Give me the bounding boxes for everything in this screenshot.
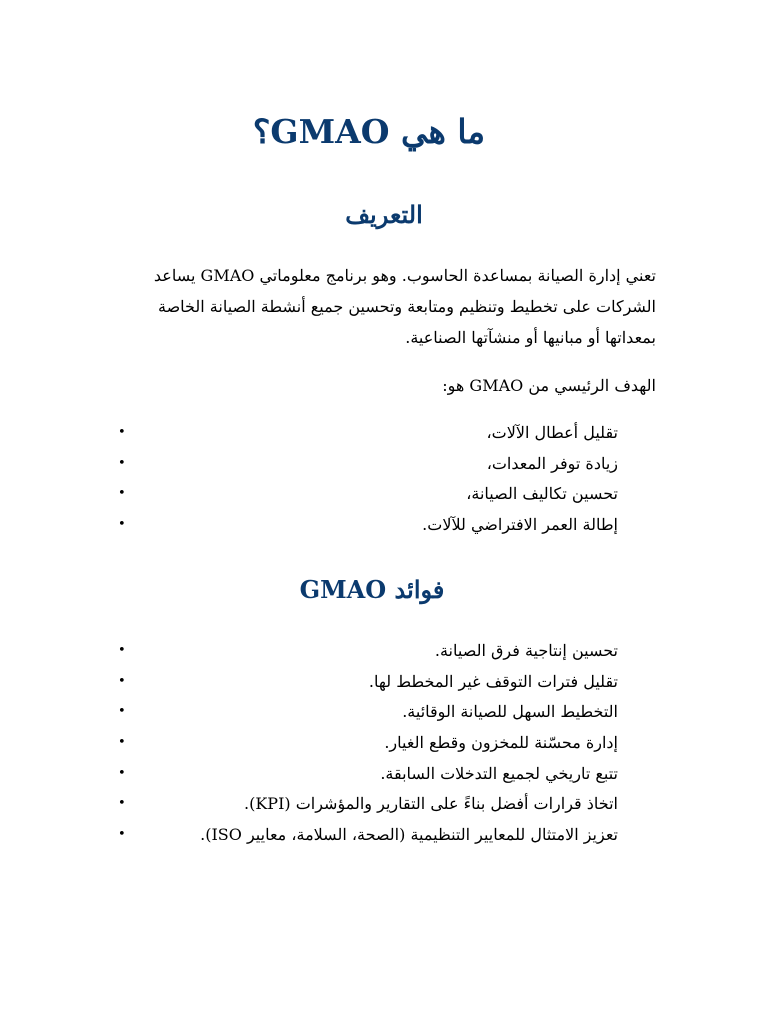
benefit-text: التخطيط السهل للصيانة الوقائية. [402, 702, 618, 722]
list-item [118, 697, 618, 728]
benefit-text: تحسين إنتاجية فرق الصيانة. [434, 641, 618, 660]
benefit-text: إدارة محسّنة للمخزون وقطع الغيار. [384, 733, 618, 753]
bullet-icon: • [118, 517, 126, 533]
bullet-icon: • [118, 673, 126, 689]
list-item [118, 479, 618, 510]
benefits-list [118, 636, 618, 851]
bullet-icon: • [118, 704, 126, 720]
list-item [118, 418, 618, 449]
goal-text: تحسين تكاليف الصيانة، [466, 484, 618, 504]
bullet-icon: • [118, 765, 126, 781]
list-item [118, 449, 618, 480]
list-item [118, 728, 618, 759]
benefits-heading: فوائد GMAO [299, 575, 445, 604]
benefit-text: اتخاذ قرارات أفضل بناءً على التقارير والمؤشرات (KPI). [244, 794, 618, 814]
goal-intro: الهدف الرئيسي من GMAO هو: [442, 376, 656, 395]
bullet-icon: • [118, 827, 126, 843]
goal-text: زيادة توفر المعدات، [486, 453, 618, 473]
list-item [118, 789, 618, 820]
bullet-icon: • [118, 796, 126, 812]
bullet-icon: • [118, 455, 126, 471]
list-item [118, 667, 618, 698]
list-item [118, 636, 618, 667]
bullet-icon: • [118, 425, 126, 440]
list-item [118, 510, 618, 541]
benefit-text: تعزيز الامتثال للمعايير التنظيمية (الصحة، السلامة، معايير ISO). [200, 825, 618, 845]
goal-text: إطالة العمر الافتراضي للآلات. [422, 515, 618, 535]
list-item [118, 759, 618, 790]
bullet-icon: • [118, 735, 126, 751]
bullet-icon: • [118, 643, 126, 658]
page-title: ما هي GMAO؟ [252, 112, 486, 151]
goals-list [118, 418, 618, 541]
list-item [118, 820, 618, 851]
definition-paragraph: تعني إدارة الصيانة بمساعدة الحاسوب. وهو برنامج معلوماتي GMAO يساعد الشركات على تخطيط وتنظيم ومتابعة وتحسين جميع أنشطة الصيانة الخاصة بمعداتها أو مبانيها أو منشآتها الصناعية. [153, 266, 656, 347]
benefit-text: تقليل فترات التوقف غير المخطط لها. [368, 671, 618, 691]
bullet-icon: • [118, 486, 126, 502]
benefit-text: تتبع تاريخي لجميع التدخلات السابقة. [380, 763, 618, 783]
definition-heading: التعريف [345, 200, 423, 229]
goal-text: تقليل أعطال الآلات، [486, 423, 618, 442]
